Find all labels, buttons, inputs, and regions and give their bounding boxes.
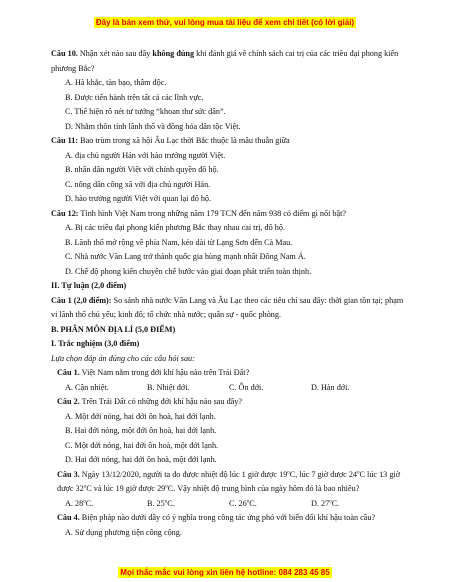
option-row: [51, 381, 405, 396]
question-12: Câu 12: Tình hình Việt Nam trong những năm 179 TCN đến năm 938 có điểm gì nổi bật?: [51, 208, 347, 218]
essay-question: Câu 1 (2,0 điểm): So sánh nhà nước Văn Lang và Âu Lạc theo các tiêu chí sau đây: thời gian tồn tại; phạm vi lãnh thổ chủ yếu; kinh đô; tổ chức nhà nước; quân sự - quốc phòng.: [51, 295, 404, 319]
option: C. nông dân công xã với địa chủ người Hán.: [65, 179, 211, 189]
preview-banner-text: Đây là bản xem thử, vui lòng mua tài liệu để xem chi tiết (có lời giải): [95, 18, 355, 27]
option: D. Nhằm thôn tính lãnh thổ và đồng hóa dân tộc Việt.: [65, 121, 241, 131]
option: D. Hàn đới.: [311, 382, 350, 392]
option: C. Ôn đới.: [229, 382, 264, 392]
question-10: Câu 10. Nhận xét nào sau đây không đúng khi đánh giá về chính sách cai trị của các triều đại phong kiến phương Bắc?: [51, 49, 399, 73]
preview-banner: [0, 12, 450, 30]
option: C. Nhà nước Văn Lang trở thành quốc gia hùng mạnh nhất Đông Nam Á.: [65, 252, 306, 261]
option: C. Một đới nóng, hai đới ôn hoà, một đới lạnh.: [65, 440, 219, 450]
option: B. Nhiệt đới.: [147, 382, 190, 392]
geo-question-4: Câu 4. Biện pháp nào dưới đây có ý nghĩa trong công tác ứng phó với biến đổi khí hậu toàn cầu?: [57, 513, 376, 522]
section-heading: II. Tự luận (2,0 điểm): [51, 281, 127, 290]
option: A. Bị các triều đại phong kiến phương Bắc thay nhau cai trị, đô hộ.: [65, 223, 285, 232]
geo-question-3: Câu 3. Ngày 13/12/2020, người ta đo được nhiệt độ lúc 1 giờ được 19$^o$C, lúc 7 giờ được 24$^o$C lúc 13 giờ được 32$^o$C và lúc 19 giờ được 29$^o$C. Vậy nhiệt độ trung bình của ngày hôm đó là bao nhiêu?: [57, 469, 401, 493]
option: B. Hai đới nóng, một đới ôn hoà, hai đới lạnh.: [65, 426, 217, 435]
hotline-text: Mọi thắc mắc vui lòng xin liên hệ hotline: 084 283 45 85: [120, 568, 330, 577]
geo-question-2: Câu 2. Trên Trái Đất có những đới khí hậu nào sau đây?: [57, 397, 243, 406]
option: D. Chế độ phong kiến chuyên chế bước vào giai đoạn phát triển toàn thịnh.: [65, 266, 312, 276]
option: A. Sử dụng phương tiện công cộng.: [65, 527, 182, 537]
option: B. Lãnh thổ mở rộng về phía Nam, kéo dài từ Lạng Sơn đến Cà Mau.: [65, 237, 293, 247]
option: A. Một đới nóng, hai đới ôn hoà, hai đới lạnh.: [65, 411, 216, 421]
option: A. 28$^o$C.: [65, 498, 94, 508]
geo-question-1: Câu 1. Việt Nam nằm trong đới khí hậu nào trên Trái Đất?: [57, 368, 250, 377]
option: A. Cận nhiệt.: [65, 382, 109, 392]
option: A. địa chủ người Hán với hào trưởng người Việt.: [65, 150, 226, 160]
option: A. Hà khắc, tàn bạo, thâm độc.: [65, 78, 167, 87]
option: B. nhân dân người Việt với chính quyền đô hộ.: [65, 165, 219, 174]
option: D. hào trưởng người Việt với quan lại đô hộ.: [65, 194, 212, 203]
section-heading: B. PHÂN MÔN ĐỊA LÍ (5,0 ĐIỂM): [51, 324, 176, 334]
option: C. 26$^o$C.: [229, 498, 257, 508]
subsection-heading: I. Trắc nghiệm (3,0 điểm): [51, 339, 140, 348]
document-body: [51, 47, 405, 540]
hotline-footer: [0, 562, 450, 580]
option: C. Thể hiện rõ nét tư tưởng “khoan thư sức dân”.: [65, 107, 226, 116]
option: D. 27$^o$C.: [311, 498, 340, 508]
option: D. Hai đới nóng, hai đới ôn hoà, một đới lạnh.: [65, 455, 217, 464]
option-row: [51, 497, 405, 512]
option: B. Được tiến hành trên tất cả các lĩnh vực.: [65, 92, 204, 102]
question-11: Câu 11: Bao trùm trong xã hội Âu Lạc thời Bắc thuộc là mâu thuẫn giữa: [51, 136, 290, 145]
option: B. 25$^o$C.: [147, 498, 175, 508]
instruction: Lựa chọn đáp án đúng cho các câu hỏi sau:: [51, 353, 195, 363]
